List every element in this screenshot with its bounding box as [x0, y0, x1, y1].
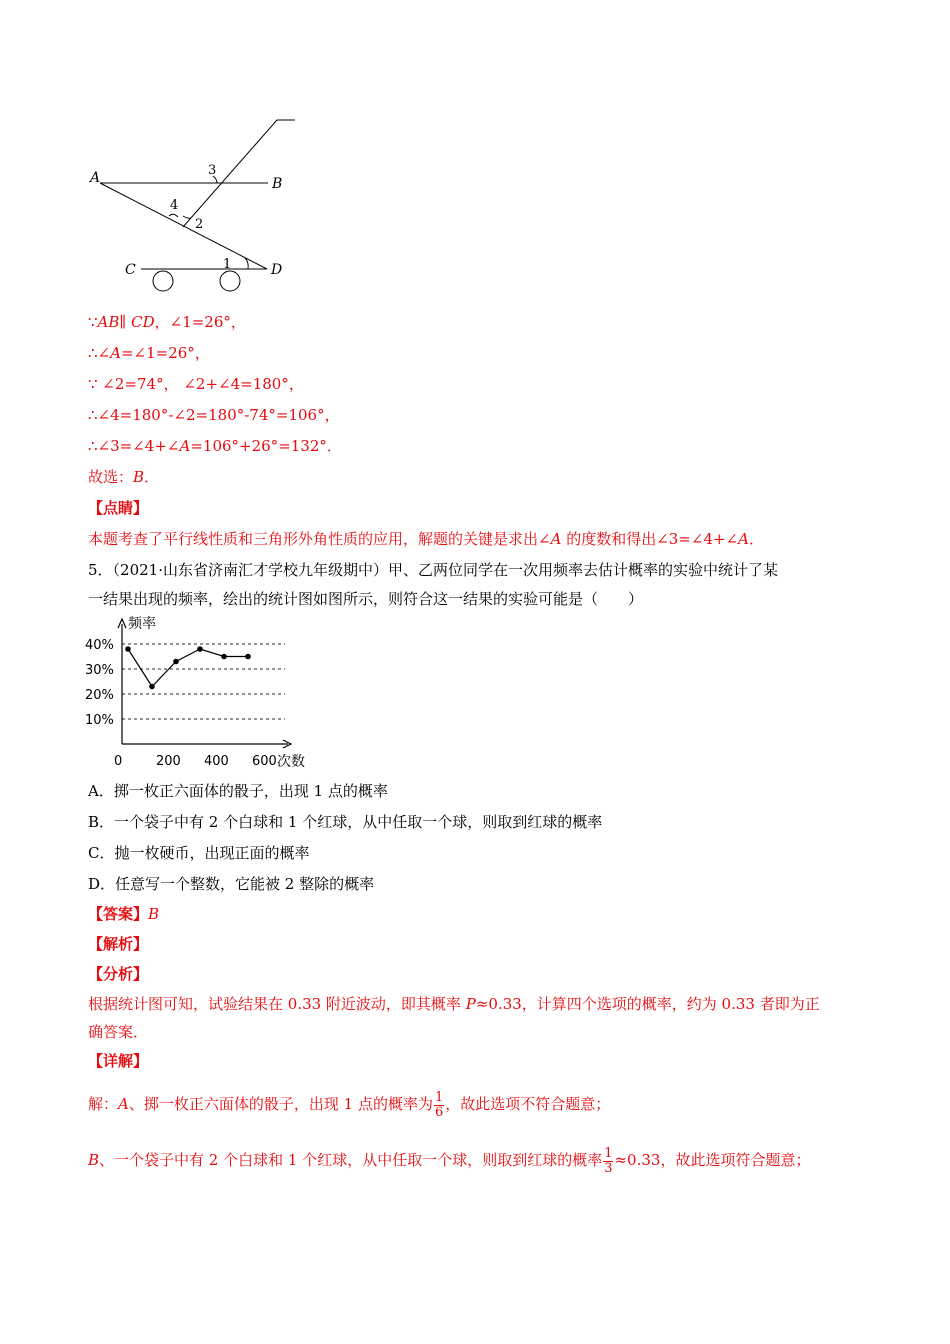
probability-symbol: P	[465, 995, 476, 1013]
angle-arc-4	[169, 214, 178, 217]
label-angle-1: 1	[223, 257, 232, 272]
option-d	[88, 874, 374, 894]
answer-label: 【答案】	[88, 905, 149, 923]
series-line	[128, 649, 248, 687]
geometry-figure	[85, 112, 305, 302]
fraction-one-sixth	[434, 1091, 444, 1120]
label-d: D	[271, 262, 283, 278]
dianjing-text	[88, 529, 764, 549]
label-a: A	[90, 170, 101, 186]
fraction-denominator: 3	[604, 1160, 613, 1176]
frequency-chart	[80, 612, 330, 772]
label-angle-2: 2	[195, 217, 204, 232]
wheel-left	[153, 271, 173, 291]
fenxi-part: ≈0.33，计算四个选项的概率，约为 0.33 者即为正	[475, 995, 820, 1013]
jiexi-label: 【解析】	[88, 935, 149, 953]
point-a: A	[110, 344, 121, 362]
question-5-line-2: 一结果出现的频率，绘出的统计图如图所示，则符合这一结果的实验可能是（ ）	[88, 590, 644, 608]
option-c	[88, 843, 310, 863]
therefore-angle: ∴∠	[88, 344, 111, 362]
detail-line-2	[88, 1145, 810, 1176]
data-point	[221, 654, 227, 660]
dianjing-part: ．	[748, 530, 764, 548]
y-tick-label: 20%	[85, 688, 114, 703]
angle-equality: =∠1=26°，	[120, 344, 210, 362]
x-tick-label: 400	[204, 754, 229, 769]
y-axis-label: 频率	[128, 616, 156, 632]
detail-prefix: 解：	[88, 1095, 119, 1113]
given-angle: ，∠1=26°，	[154, 313, 246, 331]
detail-line-1	[88, 1089, 610, 1120]
detail-text: 、一个袋子中有 2 个白球和 1 个红球，从中任取一个球，则取到红球的概率	[99, 1151, 603, 1169]
since-symbol: ∵	[88, 313, 98, 331]
answer-line	[88, 904, 159, 924]
solution-line-6	[88, 467, 159, 487]
solution-line-1	[88, 312, 246, 332]
choice-prefix: 故选：	[88, 468, 134, 486]
y-tick-label: 10%	[85, 713, 114, 728]
fenxi-line-1	[88, 994, 820, 1014]
x-tick-label: 0	[114, 754, 123, 769]
option-d-text: ．任意写一个整数，它能被 2 整除的概率	[100, 875, 375, 893]
slanted-line	[183, 120, 277, 227]
y-tick-label: 40%	[85, 638, 114, 653]
x-tick-label: 200	[156, 754, 181, 769]
fraction-numerator: 1	[604, 1145, 613, 1161]
fraction-denominator: 6	[434, 1104, 444, 1120]
option-a-letter: A	[88, 782, 99, 800]
y-tick-label: 30%	[85, 663, 114, 678]
segment-cd: CD	[131, 313, 155, 331]
solution-line-5	[88, 436, 342, 456]
label-angle-4: 4	[170, 198, 179, 213]
xiangjie-label: 【详解】	[88, 1052, 149, 1070]
data-point	[149, 684, 155, 690]
option-b	[88, 812, 602, 832]
data-point	[173, 659, 179, 665]
x-axis-label: 次数	[277, 754, 305, 770]
x-tick-label: 600	[252, 754, 277, 769]
solution-line-2	[88, 343, 210, 363]
fraction-one-third	[603, 1147, 613, 1176]
data-point	[245, 654, 251, 660]
choice-letter: B	[133, 468, 145, 486]
point-a: A	[179, 437, 191, 455]
answer-value: B	[148, 905, 160, 923]
detail-text: 、掷一枚正六面体的骰子，出现 1 点的概率为	[128, 1095, 433, 1113]
point-a: A	[738, 530, 749, 548]
option-c-letter: C	[88, 844, 100, 862]
question-5-line-1: 5．（2021·山东省济南汇才学校九年级期中）甲、乙两位同学在一次用频率去估计概率的实验中统计了某	[88, 561, 778, 579]
parallel-symbol: ∥	[119, 313, 132, 331]
detail-option-letter: A	[118, 1095, 129, 1113]
solution-line-3: ∵ ∠2=74°， ∠2+∠4=180°，	[88, 375, 304, 393]
fenxi-line-2: 确答案．	[88, 1023, 149, 1041]
angle-arc-2	[183, 216, 191, 218]
label-b: B	[272, 176, 283, 192]
segment-ab: AB	[97, 313, 120, 331]
dianjing-part: 的度数和得出∠3=∠4+∠	[561, 530, 739, 548]
point-a: A	[550, 530, 562, 548]
dianjing-part: 本题考查了平行线性质和三角形外角性质的应用，解题的关键是求出∠	[88, 530, 551, 548]
option-a-text: ．掷一枚正六面体的骰子，出现 1 点的概率	[98, 782, 388, 800]
solution-line-4: ∴∠4=180°-∠2=180°-74°=106°，	[88, 406, 340, 424]
choice-period: ．	[144, 468, 160, 486]
exterior-angle-text: ∴∠3=∠4+∠	[88, 437, 180, 455]
fenxi-part: 根据统计图可知，试验结果在 0.33 附近波动，即其概率	[88, 995, 466, 1013]
fraction-numerator: 1	[434, 1089, 444, 1105]
data-point	[197, 646, 203, 652]
data-point	[125, 646, 131, 652]
detail-text: ，故此选项不符合题意；	[445, 1095, 611, 1113]
wheel-right	[220, 271, 240, 291]
dianjing-label: 【点睛】	[88, 499, 149, 517]
label-angle-3: 3	[208, 163, 217, 178]
angle-arc-1	[245, 258, 248, 269]
detail-text: ≈0.33，故此选项符合题意；	[614, 1151, 811, 1169]
fenxi-label: 【分析】	[88, 965, 149, 983]
option-d-letter: D	[88, 875, 101, 893]
option-b-text: ．一个袋子中有 2 个白球和 1 个红球，从中任取一个球，则取到红球的概率	[99, 813, 603, 831]
label-c: C	[125, 262, 136, 278]
detail-option-letter: B	[88, 1151, 100, 1169]
option-a	[88, 781, 388, 801]
option-b-letter: B	[88, 813, 100, 831]
option-c-text: ．抛一枚硬币，出现正面的概率	[99, 844, 310, 862]
exterior-angle-result: =106°+26°=132°．	[190, 437, 342, 455]
